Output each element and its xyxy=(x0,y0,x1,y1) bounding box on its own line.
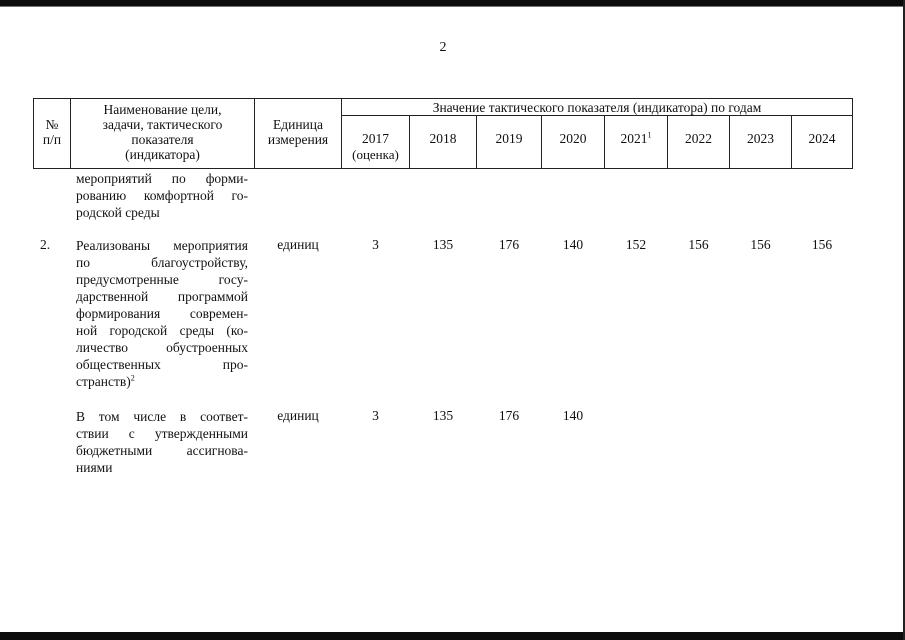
row-2-value-2024: 156 xyxy=(811,237,833,252)
header-year-2021: 2021$^1$ xyxy=(620,130,652,146)
footnote-1-marker: 1 xyxy=(647,130,652,140)
row-2-value-2022: 156 xyxy=(688,237,709,252)
row-2-value-2017: 3 xyxy=(372,237,379,252)
row-2-desc: Реализованы мероприятия по благоустройству, предусмотренные госу- дарственной программой формирования современ- ной городской среды (ко- личество обустроенных общественных про- странств)$^2$ xyxy=(76,238,248,389)
header-year-2018: 2018 xyxy=(429,131,457,146)
row-2-number: 2. xyxy=(40,237,51,252)
row-subitem-value-2018: 135 xyxy=(432,408,454,423)
row-subitem-value-2019: 176 xyxy=(498,408,520,423)
header-year-2020: 2020 xyxy=(559,131,587,146)
header-year-2022: 2022 xyxy=(685,131,712,146)
header-values-title: Значение тактического показателя (индикатора) по годам xyxy=(432,100,762,115)
header-num-col: № п/п xyxy=(42,117,62,147)
row-2-value-2023: 156 xyxy=(750,237,771,252)
header-name-col: Наименование цели, задачи, тактического показателя (индикатора) xyxy=(102,102,223,162)
scan-top-border-shadow xyxy=(0,6,905,7)
row-2-value-2019: 176 xyxy=(498,237,520,252)
row-subitem-value-2017: 3 xyxy=(372,408,379,423)
header-year-2019: 2019 xyxy=(495,131,523,146)
row-subitem-desc: В том числе в соответ- ствии с утвержденными бюджетными ассигнова- ниями xyxy=(76,409,248,475)
footnote-2-marker: 2 xyxy=(130,373,135,383)
row-2-value-2021: 152 xyxy=(625,237,647,252)
header-year-2023: 2023 xyxy=(747,131,774,146)
row-continuation-desc: мероприятий по форми- рованию комфортной го- родской среды xyxy=(76,171,248,220)
header-year-2024: 2024 xyxy=(808,131,836,146)
header-year-2017: 2017 (оценка) xyxy=(352,131,399,162)
row-subitem-value-2020: 140 xyxy=(562,408,584,423)
header-unit-col: Единица измерения xyxy=(267,117,329,147)
scan-bottom-border xyxy=(0,632,905,640)
row-2-value-2020: 140 xyxy=(562,237,584,252)
row-2-unit: единиц xyxy=(277,237,319,252)
row-2-value-2018: 135 xyxy=(432,237,454,252)
row-subitem-unit: единиц xyxy=(277,408,319,423)
page-number: 2 xyxy=(439,40,447,55)
